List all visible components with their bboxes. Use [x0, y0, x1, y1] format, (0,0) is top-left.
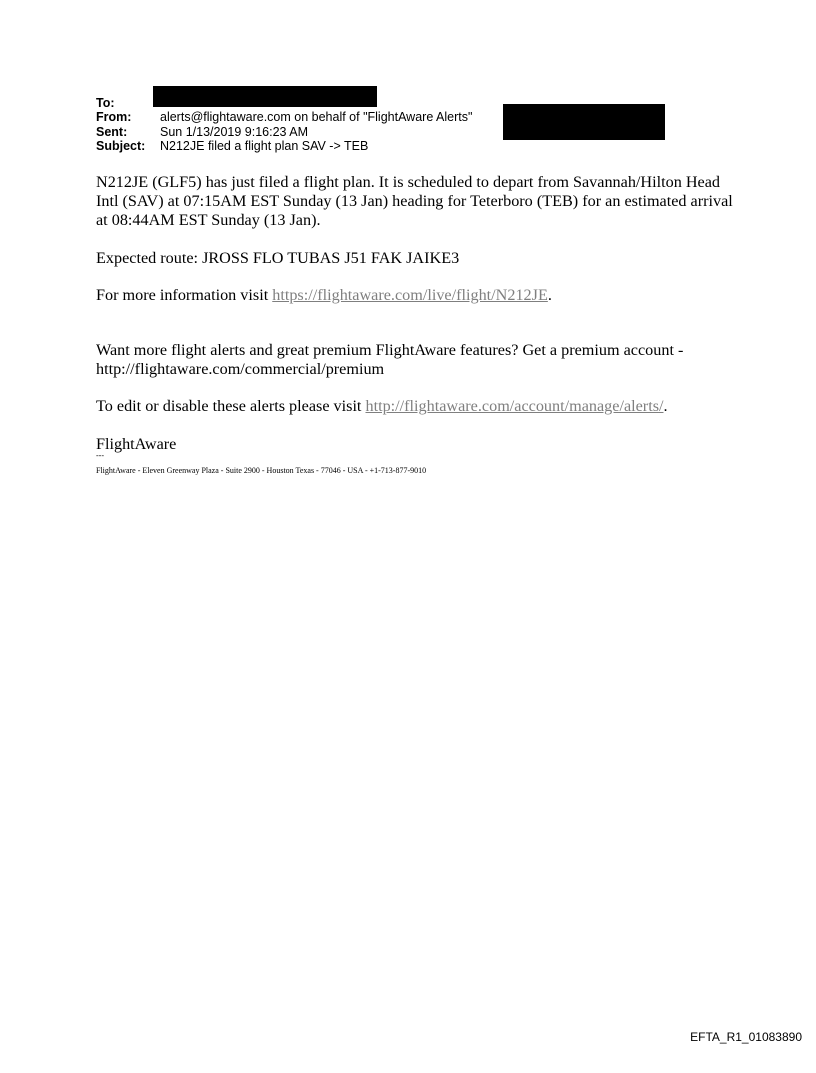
edit-suffix: . — [663, 397, 668, 416]
from-value: alerts@flightaware.com on behalf of "FlightAware Alerts" — [160, 110, 473, 125]
subject-label: Subject: — [96, 138, 146, 153]
sent-value: Sun 1/13/2019 9:16:23 AM — [160, 124, 309, 139]
manage-alerts-link[interactable]: http://flightaware.com/account/manage/alerts/ — [365, 397, 664, 416]
sent-label: Sent: — [96, 124, 128, 139]
subject-value: N212JE filed a flight plan SAV -> TEB — [160, 138, 369, 153]
to-redaction-box — [153, 86, 377, 107]
from-row — [96, 110, 472, 124]
flight-link[interactable]: https://flightaware.com/live/flight/N212JE — [272, 285, 548, 304]
email-body — [96, 173, 736, 454]
from-redaction-box — [503, 104, 665, 140]
footer-separator: --- — [96, 451, 104, 460]
footer-address: FlightAware - Eleven Greenway Plaza - Suite 2900 - Houston Texas - 77046 - USA - +1-713-877-9010 — [96, 466, 427, 475]
document-id: EFTA_R1_01083890 — [690, 1030, 802, 1044]
sent-row — [96, 125, 472, 139]
to-label: To: — [96, 96, 115, 110]
subject-row — [96, 139, 472, 153]
expected-route: Expected route: JROSS FLO TUBAS J51 FAK JAIKE3 — [96, 248, 460, 267]
from-label: From: — [96, 110, 132, 125]
signature: FlightAware — [96, 434, 177, 453]
more-info-prefix: For more information visit — [96, 285, 273, 304]
flight-plan-paragraph: N212JE (GLF5) has just filed a flight plan. It is scheduled to depart from Savannah/Hilton Head Intl (SAV) at 07:15AM EST Sunday (13 Jan) heading for Teterboro (TEB) for an estimated arrival at 08:44AM EST Sunday (13 Jan). — [96, 173, 733, 230]
more-info-suffix: . — [547, 285, 552, 304]
edit-prefix: To edit or disable these alerts please visit — [96, 397, 366, 416]
edit-alerts-paragraph — [96, 397, 736, 416]
premium-paragraph: Want more flight alerts and great premium FlightAware features? Get a premium account - http://flightaware.com/commercial/premium — [96, 341, 684, 379]
more-info-paragraph — [96, 286, 736, 305]
